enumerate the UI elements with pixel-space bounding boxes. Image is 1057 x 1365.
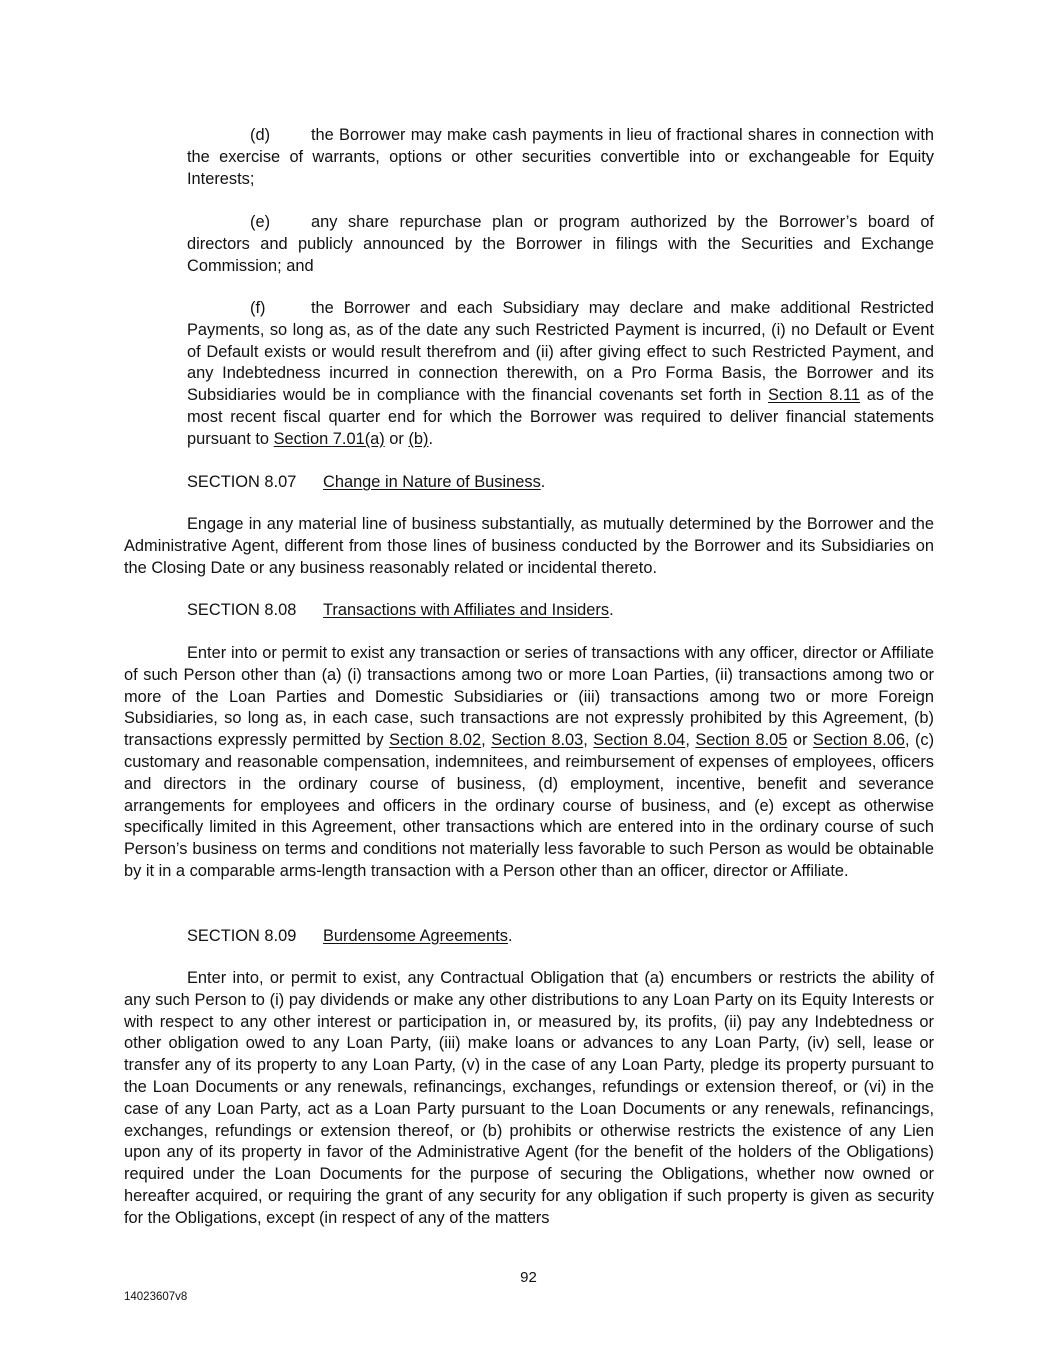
clause-f-text-1: the Borrower and each Subsidiary may declare and make additional Restricted Payments, so long as, as of the date any such Restricted Payment is incurred, (i) no Default or Event of Default exists or would result therefrom and (ii) after giving effect to such Restricted Payment, and any Indebtedness incurred in connection therewith, on a Pro Forma Basis, the Borrower and its Subsidiaries would be in compliance with the financial covenants set forth in [187,299,934,405]
separator: , [583,731,594,750]
section-7-01a-link[interactable]: Section 7.01(a) [273,429,385,448]
section-8-09-body: Enter into, or permit to exist, any Contractual Obligation that (a) encumbers or restricts the ability of any such Person to (i) pay dividends or make any other distributions to any Loan Party on its Equity Interests or with respect to any other interest or participation in, or measured by, its profits, (ii) pay any Indebtedness or other obligation owed to any Loan Party, (iii) make loans or advances to any Loan Party, (iv) sell, lease or transfer any of its property to any Loan Party, (v) in the case of any Loan Party, pledge its property pursuant to the Loan Documents or any renewals, refinancings, exchanges, refundings or extension thereof, or (vi) in the case of any Loan Party, act as a Loan Party pursuant to the Loan Documents or any renewals, refinancings, exchanges, refundings or extension thereof, or (b) prohibits or otherwise restricts the existence of any Lien upon any of its property in favor of the Administrative Agent (for the benefit of the holders of the Obligations) required under the Loan Documents for the purpose of securing the Obligations, whether now owned or hereafter acquired, or requiring the grant of any security for any obligation if such property is given as security for the Obligations, except (in respect of any of the matters [124,969,934,1227]
clause-d [187,125,934,190]
section-8-05-link[interactable]: Section 8.05 [695,731,788,750]
section-8-07-heading [187,472,545,494]
clause-f [187,298,934,451]
clause-f-text-2: as of the most recent fiscal quarter end for which the Borrower was required to deliver financial statements pursuant to [187,386,934,448]
section-8-08-body-1: Enter into or permit to exist any transaction or series of transactions with any officer, director or Affiliate of such Person other than (a) (i) transactions among two or more Loan Parties, (ii) transactions among two or more of the Loan Parties and Domestic Subsidiaries or (iii) transactions among two or more Foreign Subsidiaries, so long as, in each case, such transactions are not expressly prohibited by this Agreement, (b) transactions expressly permitted by [124,644,934,750]
section-title: Transactions with Affiliates and Insiders [323,601,610,619]
clause-e [187,212,934,277]
separator: , [481,731,492,750]
section-8-02-link[interactable]: Section 8.02 [389,731,482,750]
clause-f-label: (f) [250,299,266,317]
clause-d-label: (d) [250,126,271,144]
section-number: SECTION 8.09 [187,927,297,945]
section-8-04-link[interactable]: Section 8.04 [593,731,686,750]
section-7-01b-link[interactable]: (b) [408,429,429,448]
section-8-07-body: Engage in any material line of business substantially, as mutually determined by the Borrower and the Administrative Agent, different from those lines of business conducted by the Borrower and its Subsidiaries on the Closing Date or any business reasonably related or incidental thereto. [124,515,934,577]
clause-f-text-4: . [428,429,434,448]
section-8-09-heading [187,926,513,948]
clause-e-label: (e) [250,213,271,231]
section-title-period: . [540,473,546,491]
clause-d-text: the Borrower may make cash payments in lieu of fractional shares in connection with the exercise of warrants, options or other securities convertible into or exchangeable for Equity Interests; [187,126,934,188]
section-title-period: . [609,601,614,619]
section-8-06-link[interactable]: Section 8.06 [812,731,905,750]
separator: , [685,731,696,750]
section-8-08-heading [187,600,614,622]
section-number: SECTION 8.08 [187,601,297,619]
section-title-period: . [507,927,513,945]
page-number: 92 [520,1269,537,1286]
clause-e-text: any share repurchase plan or program authorized by the Borrower’s board of directors and publicly announced by the Borrower in filings with the Securities and Exchange Commission; and [187,213,934,275]
section-8-08-body [124,643,934,883]
section-8-03-link[interactable]: Section 8.03 [491,731,584,750]
section-8-11-link[interactable]: Section 8.11 [767,386,861,405]
section-title: Burdensome Agreements [323,927,508,945]
section-8-08-body-2: , (c) customary and reasonable compensation, indemnitees, and reimbursement of expenses of employees, officers and directors in the ordinary course of business, (d) employment, incentive, benefit and severance arrangements for employees and officers in the ordinary course of business, and (e) except as otherwise specifically limited in this Agreement, other transactions which are entered into in the ordinary course of such Person’s business on terms and conditions not materially less favorable to such Person as would be obtainable by it in a comparable arms-length transaction with a Person other than an officer, director or Affiliate. [124,731,935,880]
section-title: Change in Nature of Business [323,473,541,491]
section-number: SECTION 8.07 [187,473,297,491]
clause-f-text-3: or [384,429,409,448]
document-id: 14023607v8 [124,1291,188,1303]
separator: or [787,731,813,750]
